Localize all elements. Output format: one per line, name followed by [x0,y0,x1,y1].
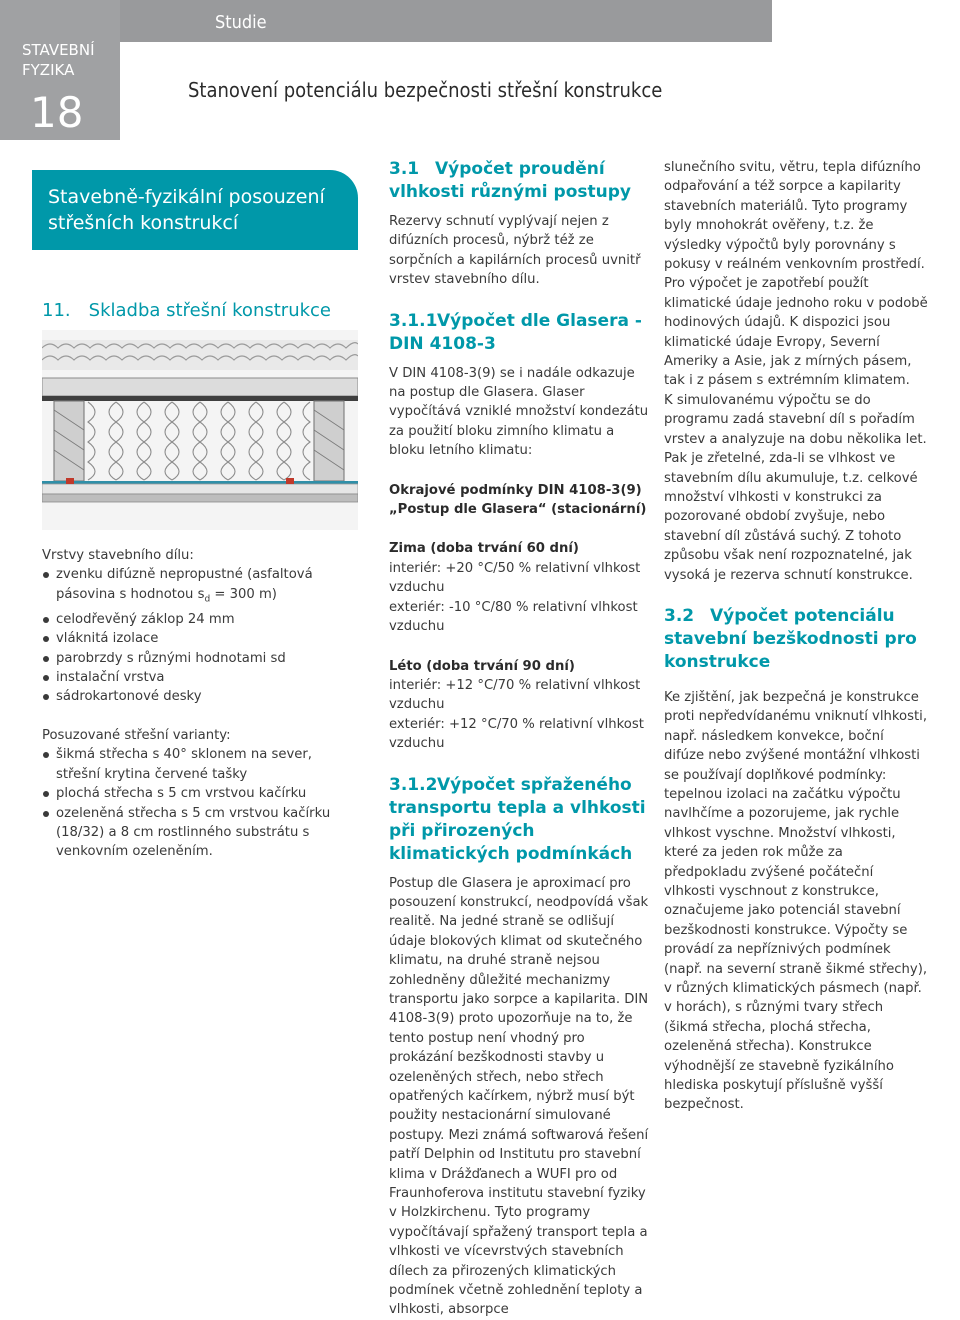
paragraph: V DIN 4108-3(9) se i nadále odkazuje na postup dle Glasera. Glaser vypočítává vzniklé množství kondezátu za použití bloku zimního klimatu a bloku letního klimatu: [389,365,649,459]
left-column [42,546,360,862]
page-number: 18 [30,88,84,137]
heading-3-1: 3.1 Výpočet proudění vlhkosti různými postupy [389,159,632,202]
paragraph: Pak je zřetelné, zda-li se vlhkost ve stavebním dílu akumuluje, t.z. celkové množství vlhkosti v konstrukci za pozorované období zvyšuje, nebo stavební díl zůstává suchý. Z tohoto způsobu však není rozpoznatelné, jak vysoká je rezerva schnutí konstrukce. [664,451,918,583]
layers-list [42,565,360,706]
paragraph: slunečního svitu, větru, tepla difúzního odpařování a též sorpce a kapilarity stavebních materiálů. Tyto programy byly mnohokrát ověřeny, t.z. že výsledky výpočtů byly porovnány s pokusy v reálném venkovním prostředí. Pro výpočet je zapotřebí použít klimatické údaje jednoho roku v podobě hodinových údajů. K dispozici jsou klimatické údaje Evropy, Severní Ameriky a Asie, jak z mírných pásem, tak i z pásem s extrémním klimatem. [664,160,928,389]
timber-boarding [42,378,358,396]
list-item: šikmá střecha s 40° sklonem na sever, střešní krytina červené tašky [42,745,360,784]
chapter-box [32,170,358,250]
paragraph: Postup dle Glasera je aproximací pro posouzení konstrukcí, neodpovídá však realitě. Na jedné straně se odlišují údaje blokových klimat od skutečného klimatu, na druhé straně nejsou zohledněny důležité mechanizmy transportu jako sorpce a kapilarita. DIN 4108-3(9) proto upozorňuje na to, že tento postup není vhodný pro prokázání bezškodnosti stavby u ozeleněných střech, nebo střech opatřených kačírkem, nýbrž musí být použity nestacionární simulované postupy. Mezi známá softwarová řešení patří Delphin od Institutu pro stavební klima v Drážďanech a WUFI pro od Fraunhoferova institutu stavební fyziky v Holzkirchenu. Tyto programy vypočítávají spřažený transport tepla a vlhkosti ve vícevrstvých stavebních dílech za přirozených klimatických podmínek včetně zohlednění teploty a vlhkosti, absorpce [389,875,649,1318]
winter-title: Zima (doba trvání 60 dní) [389,541,579,557]
plasterboard [42,494,358,502]
chapter-title: Stavebně-fyzikální posouzení střešních konstrukcí [48,186,325,234]
paragraph: Rezervy schnutí vyplývají nejen z difúzních procesů, nýbrž též ze sorpčních a kapilárních procesů uvnitř vrstev stavebního dílu. [389,214,641,288]
list-item: instalační vrstva [42,668,360,687]
list-item: sádrokartonové desky [42,687,360,706]
side-tab [0,0,120,140]
list-item: vláknitá izolace [42,629,360,648]
roof-construction-figure [42,330,358,530]
summer-title: Léto (doba trvání 90 dní) [389,658,575,674]
middle-column [389,158,651,1320]
installation-layer [42,484,358,494]
heading-3-1-1: 3.1.1Výpočet dle Glasera - DIN 4108-3 [389,310,642,354]
list-item: celodřevěný záklop 24 mm [42,610,360,629]
section-label: Studie [215,12,267,33]
summer-interior: interiér: +12 °C/70 % relativní vlhkost vzduchu [389,677,641,713]
vapour-brake [42,481,358,484]
layers-heading: Vrstvy stavebního dílu: [42,548,194,563]
section-title: Skladba střešní konstrukce [88,300,331,321]
paragraph: K simulovanému výpočtu se do programu zadá stavební díl s pořadím vrstev a analyzuje na dobu několika let. [664,392,927,447]
paragraph: tepelnou izolaci na začátku výpočtu navlhčíme a pozorujeme, jak rychle vlhkost vyschne. Množství vlhkosti, které za jeden rok může za předpokladu zvýšené počáteční vlhkosti vyschnout z konstrukce, označujeme jako potenciál stavební bezškodnosti konstrukce. Výpočty se provádí za nepříznivých podmínek (např. na severní straně šikmé střechy), v různých klimatických pásmech (např. v horách), s různými tvary střech (šikmá střecha, plochá střecha, ozeleněná střecha). Konstrukce výhodnější ze stavebně fyzikálního hlediska poskytují příslušně vyšší bezpečnost. [664,786,928,1113]
roof-section-drawing [42,330,358,530]
fibre-insulation [54,401,344,481]
list-item: plochá střecha s 5 cm vrstvou kačírku [42,784,360,803]
list-item: parobrzdy s různými hodnotami sd [42,649,360,668]
winter-interior: interiér: +20 °C/50 % relativní vlhkost vzduchu [389,560,641,596]
summer-exterior: exteriér: +12 °C/70 % relativní vlhkost vzduchu [389,716,644,752]
section-heading-11 [42,300,331,321]
paragraph: Ke zjištění, jak bezpečná je konstrukce proti nepředvídanému vniknutí vlhkosti, např. následkem konvekce, boční difúze nebo zvýšené montážní vlhkosti se používají doplňkové podmínky: [664,689,928,783]
heading-3-1-2: 3.1.2Výpočet spřaženého transportu tepla a vlhkosti při přirozených klimatických podmínkách [389,774,646,864]
section-number: 11. [42,300,71,321]
list-item: zvenku difúzně nepropustné (asfaltová pásovina s hodnotou $s_d = 300$ m) [42,565,360,609]
roof-tiles [42,340,358,370]
winter-exterior: exteriér: -10 °C/80 % relativní vlhkost vzduchu [389,599,638,635]
conditions-title: Okrajové podmínky DIN 4108-3(9) „Postup dle Glasera“ (stacionární) [389,482,647,518]
page-title: Stanovení potenciálu bezpečnosti střešní konstrukce [188,78,663,102]
list-item: ozeleněná střecha s 5 cm vrstvou kačírku (18/32) a 8 cm rostlinného substrátu s venkovním ozeleněním. [42,804,360,862]
side-tab-title: STAVEBNÍ FYZIKA [22,41,95,79]
variants-heading: Posuzované střešní varianty: [42,727,231,743]
membrane-layer [42,396,358,401]
right-column [664,158,928,1115]
variants-list [42,745,360,861]
heading-3-2: 3.2 Výpočet potenciálu stavební bezškodnosti pro konstrukce [664,605,917,672]
